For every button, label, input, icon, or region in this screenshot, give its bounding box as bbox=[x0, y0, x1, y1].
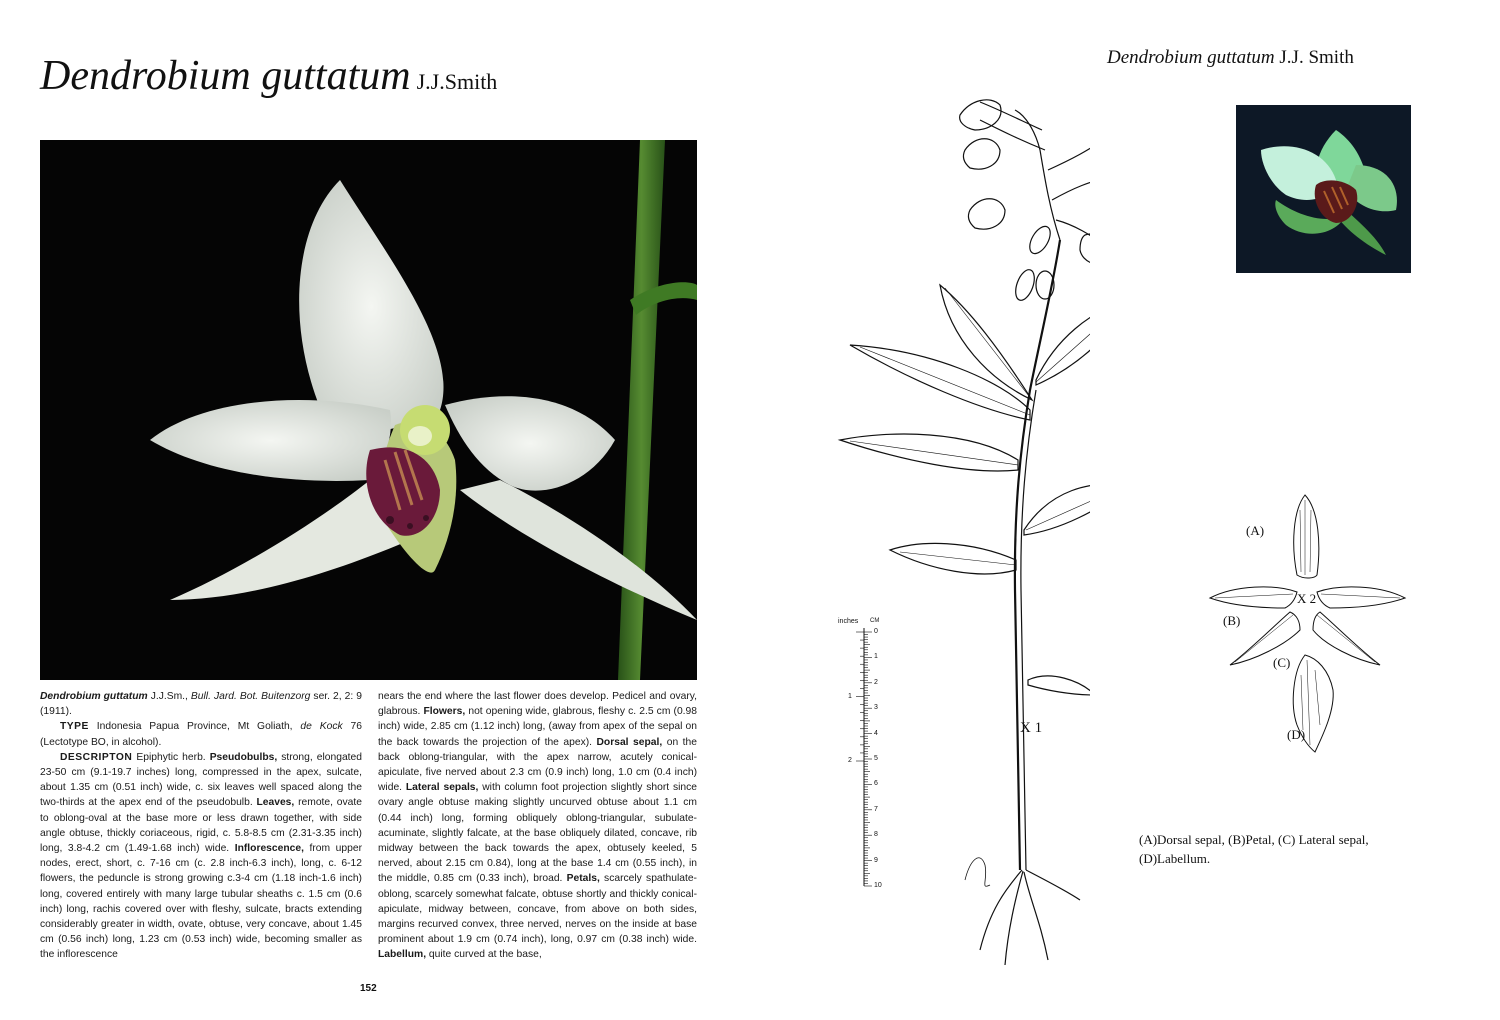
citation-journal: Bull. Jard. Bot. Buitenzorg bbox=[190, 691, 311, 702]
labellum-label: Labellum, bbox=[378, 949, 427, 961]
leaves-label: Leaves, bbox=[256, 797, 295, 809]
citation-author: J.J.Sm., bbox=[147, 691, 191, 702]
page-title bbox=[40, 52, 497, 100]
leaves-text: remote, ovate to oblong-oval at the base more or less drawn together, with side angle obtuse, thickly coriaceous, rigid, c. 5.8-8.5 cm (2.31-3.35 inch) long, 3.8-4.2 cm (1.49-1.68 inch) wide. bbox=[40, 797, 362, 855]
part-label-d: (D) bbox=[1287, 727, 1306, 742]
citation-paragraph bbox=[40, 689, 362, 719]
page-number: 152 bbox=[360, 983, 377, 994]
lateral-sepals-label: Lateral sepals, bbox=[405, 782, 479, 794]
type-collector: de Kock bbox=[300, 721, 343, 733]
right-page bbox=[750, 0, 1500, 1020]
flower-inset-photo bbox=[1236, 105, 1411, 273]
inflorescence-label: Inflorescence, bbox=[234, 843, 304, 855]
scale-cm-tick-label: 3 bbox=[874, 704, 878, 712]
dorsal-sepal-label: Dorsal sepal, bbox=[596, 736, 663, 748]
scale-cm-tick-label: 2 bbox=[874, 678, 878, 686]
part-label-c: (C) bbox=[1273, 655, 1291, 670]
part-label-b: (B) bbox=[1223, 613, 1241, 628]
type-text-end: 76 (Lectotype BO, in alcohol). bbox=[40, 721, 362, 748]
inflorescence-text: from upper nodes, erect, short, c. 7-16 cm (c. 2.8 inch-6.3 inch), long, c. 6-12 flowers, the peduncle is strong growing c.3-4 cm (1.18 inch-1.6 inch) long, covered entirely with many large tubular sheaths c. 1.5 cm (0.6 inch) long, rachis covered over with fleshy, sulcate, bracts extending considerably greater in width, ovate, obtuse, very concave, about 1.45 cm (0.56 inch) long, 1.23 cm (0.53 inch) wide, becoming smaller as the inflorescence bbox=[40, 843, 362, 961]
labellum-text: quite curved at the base, bbox=[426, 949, 542, 961]
magnification-label-main: X 1 bbox=[1020, 720, 1043, 736]
petals-text: scarcely spathulate-oblong, scarcely somewhat falcate, obtuse shortly and thickly conical-apiculate, midway between, concave, from above on both sides, margins recurved convex, three nerved, nerves on the inside at base prominent about 1.9 cm (0.74 inch), long, 0.97 cm (0.38 inch) wide. bbox=[378, 873, 697, 946]
description-label: DESCRIPTON bbox=[60, 751, 133, 763]
dorsal-sepal-text: on the back oblong-triangular, with the apex narrow, acutely conical-apiculate, five nerved about 2.3 cm (0.9 inch) long, 1.0 cm (0.4 inch) wide. bbox=[378, 736, 697, 794]
description-paragraph bbox=[40, 750, 362, 963]
pedicel-text: nears the end where the last flower does develop. Pedicel and ovary, glabrous. bbox=[378, 691, 697, 718]
plate-species: Dendrobium guttatum bbox=[1107, 47, 1275, 68]
measurement-scale bbox=[830, 618, 900, 903]
description-intro: Epiphytic herb. bbox=[132, 751, 210, 763]
scale-inches-label: inches bbox=[838, 618, 859, 625]
description-column-1 bbox=[40, 689, 362, 963]
citation-species: Dendrobium guttatum bbox=[40, 691, 148, 702]
title-author: J.J.Smith bbox=[416, 69, 498, 94]
scale-cm-tick-label: 0 bbox=[874, 628, 878, 635]
plate-author: J.J. Smith bbox=[1279, 47, 1354, 68]
orchid-photograph bbox=[40, 140, 697, 680]
flowers-text: not opening wide, glabrous, fleshy c. 2.5 cm (0.98 inch) wide, 2.85 cm (1.12 inch) long, (away from apex of the sepal on the back towards the projection of the apex). bbox=[378, 706, 697, 748]
legend-line-2: (D)Labellum. bbox=[1139, 851, 1211, 866]
scale-cm-tick-label: 10 bbox=[874, 882, 882, 889]
type-text: Indonesia Papua Province, Mt Goliath, bbox=[88, 721, 301, 733]
floral-parts-diagram bbox=[1205, 490, 1415, 765]
pseudobulbs-label: Pseudobulbs, bbox=[209, 751, 278, 763]
petals-label: Petals, bbox=[566, 873, 600, 885]
magnification-label-parts: X 2 bbox=[1297, 591, 1317, 606]
legend-line-1: (A)Dorsal sepal, (B)Petal, (C) Lateral sepal, bbox=[1139, 832, 1369, 847]
citation-reference: ser. 2, 2: 9 (1911). bbox=[40, 691, 362, 718]
title-species: Dendrobium guttatum bbox=[40, 53, 411, 99]
description-column-2 bbox=[378, 689, 697, 963]
scale-cm-tick-label: 6 bbox=[874, 780, 878, 788]
figure-legend bbox=[1139, 830, 1429, 868]
scale-cm-tick-label: 5 bbox=[874, 755, 878, 762]
scale-inch-tick-label: 1 bbox=[848, 692, 852, 700]
scale-cm-tick-label: 4 bbox=[874, 729, 878, 737]
part-label-a: (A) bbox=[1246, 523, 1265, 538]
type-label: TYPE bbox=[60, 721, 89, 733]
lateral-sepals-text: with column foot projection slightly short since ovary angle obtuse making slightly uncurved obtuse about 1.1 cm (0.44 inch) long, forming obliquely oblong-triangular, subulate-acuminate, slightly falcate, at the base obliquely dilated, concave, rib midway between the back towards the apex, obtusely keeled, 5 nerved, about 2.15 cm 0.84), long at the base 1.4 cm (0.55 inch), in the middle, 0.85 cm (0.33 inch), broad. bbox=[378, 782, 697, 885]
scale-cm-label: CM bbox=[870, 618, 880, 624]
scale-inch-tick-label: 2 bbox=[848, 757, 852, 764]
plate-title bbox=[1107, 47, 1354, 69]
flowers-label: Flowers, bbox=[423, 706, 466, 718]
scale-cm-tick-label: 8 bbox=[874, 831, 878, 839]
scale-cm-tick-label: 1 bbox=[874, 653, 878, 661]
pseudobulbs-text: strong, elongated 23-50 cm (9.1-19.7 inches) long, compressed in the apex, sulcate, about 1.35 cm (0.51 inch) wide, c. six leaves well spaced along the two-thirds at the apex end of the pseudobulb. bbox=[40, 751, 362, 809]
floral-description-paragraph bbox=[378, 689, 697, 963]
scale-cm-tick-label: 7 bbox=[874, 805, 878, 813]
scale-cm-tick-label: 9 bbox=[874, 856, 878, 864]
type-paragraph bbox=[40, 719, 362, 749]
